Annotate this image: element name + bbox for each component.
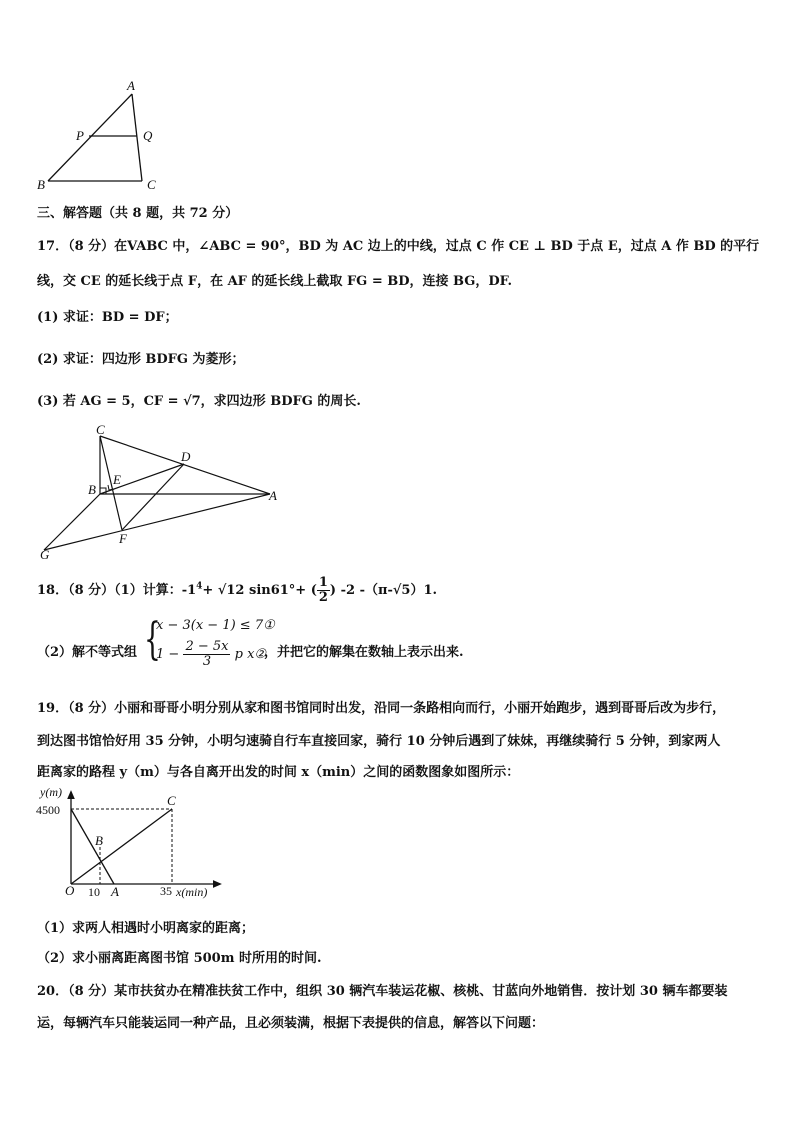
q18-p1-mid2: ) -2 -（π-√5）1. [329, 583, 438, 598]
system-frac-den: 3 [202, 654, 212, 669]
label-p: P [76, 128, 84, 143]
label-g: G [40, 547, 50, 562]
triangle-figure [30, 78, 180, 198]
system-fraction [183, 640, 230, 669]
q18-frac-den: 2 [318, 590, 328, 605]
q17-figure [36, 422, 286, 562]
label-a: A [269, 488, 277, 503]
q19-line1: 19．（8 分）小丽和哥哥小明分别从家和图书馆同时出发，沿同一条路相向而行，小丽开始跑步，遇到哥哥后改为步行， [37, 701, 726, 716]
system-line2-a: 1 − [156, 647, 180, 662]
q18-part2-suffix: ，并把它的解集在数轴上表示出来. [264, 645, 464, 660]
system-frac-num: 2 − 5x [185, 639, 229, 654]
section-title: 三、解答题（共 8 题，共 72 分） [37, 206, 239, 221]
system-line2 [156, 640, 266, 669]
label-b: B [37, 177, 45, 192]
label-b: B [88, 482, 96, 497]
q18-fraction [317, 576, 330, 605]
q17-part3: (3) 若 AG = 5，CF = √7，求四边形 BDFG 的周长. [37, 394, 361, 409]
q20-line2: 运，每辆汽车只能装运同一种产品，且必须装满，根据下表提供的信息，解答以下问题： [37, 1016, 545, 1031]
label-d: D [181, 449, 191, 464]
graph-ylabel: y(m) [40, 785, 62, 799]
q18-part2-prefix: （2）解不等式组 [37, 645, 138, 660]
system-brace: { [144, 614, 161, 665]
label-q: Q [143, 128, 153, 143]
q18-p1-exp: 4 [196, 581, 203, 592]
label-o: O [65, 883, 75, 898]
system-line1: x − 3(x − 1) ≤ 7① [156, 618, 275, 633]
q17-line2: 线，交 CE 的延长线于点 F，在 AF 的延长线上截取 FG = BD，连接 BG，DF. [37, 274, 513, 289]
q17-part1: (1) 求证：BD = DF； [37, 310, 178, 325]
label-c: C [147, 177, 156, 192]
q19-part2: （2）求小丽离距离图书馆 500m 时所用的时间. [37, 951, 322, 966]
q19-line2: 到达图书馆恰好用 35 分钟，小明匀速骑自行车直接回家，骑行 10 分钟后遇到了妹妹，再继续骑行 5 分钟，到家两人 [37, 734, 721, 749]
q20-line1: 20．（8 分）某市扶贫办在精准扶贫工作中，组织 30 辆汽车装运花椒、核桃、甘蓝向外地销售．按计划 30 辆车都要装 [37, 984, 728, 999]
q18-p1-mid: + √12 sin61°+ ( [202, 583, 317, 598]
label-f: F [119, 531, 127, 546]
q17-part2: (2) 求证：四边形 BDFG 为菱形； [37, 352, 245, 367]
graph-xlabel: x(min) [176, 885, 208, 899]
label-a: A [111, 884, 119, 899]
label-e: E [113, 472, 121, 487]
q17-line1: 17．（8 分）在VABC 中，∠ABC = 90°，BD 为 AC 边上的中线，过点 C 作 CE ⊥ BD 于点 E，过点 A 作 BD 的平行 [37, 239, 760, 254]
q19-part1: （1）求两人相遇时小明离家的距离； [37, 921, 255, 936]
q18-part1 [37, 576, 437, 605]
graph-x-tick-35: 35 [160, 884, 172, 898]
label-c: C [96, 422, 105, 437]
label-c: C [167, 793, 176, 808]
q19-line3: 距离家的路程 y（m）与各自离开出发的时间 x（min）之间的函数图象如图所示： [37, 765, 520, 780]
q18-frac-num: 1 [318, 575, 328, 590]
system-line2-b: p x② [234, 647, 267, 662]
label-a: A [127, 78, 135, 93]
label-b: B [95, 833, 103, 848]
q18-p1-prefix: 18．（8 分）（1）计算：-1 [37, 583, 197, 598]
graph-y-tick: 4500 [36, 803, 60, 817]
graph-x-tick-10: 10 [88, 885, 100, 899]
q19-graph [36, 784, 226, 904]
